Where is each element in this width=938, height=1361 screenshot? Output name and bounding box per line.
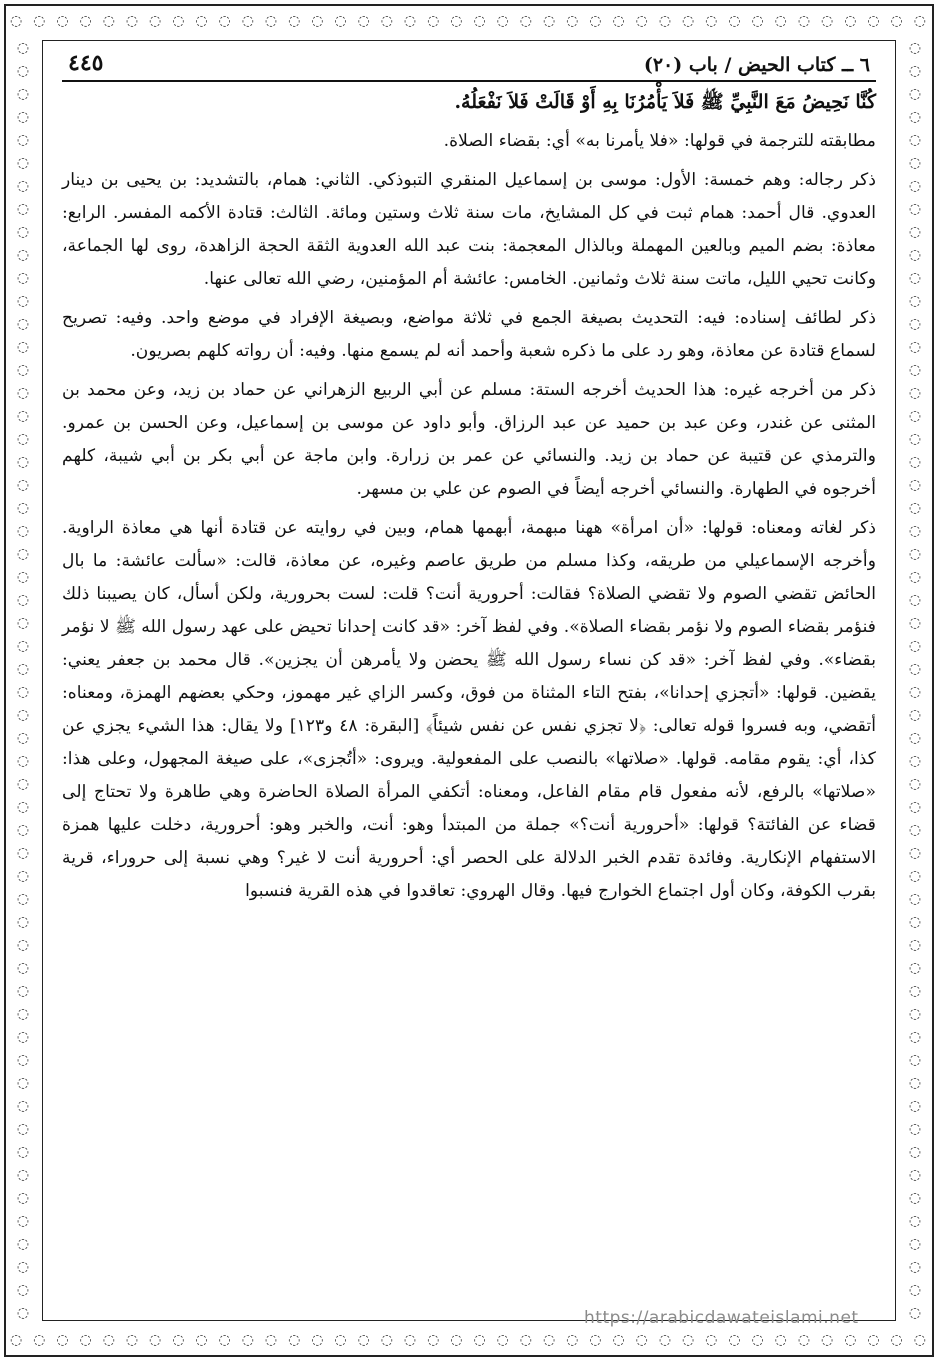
ornament-glyph: ◌	[908, 822, 922, 838]
hadith-text: كُنَّا نَحِيضُ مَعَ النَّبِيِّ ﷺ فَلاَ يَأْمُرُنَا بِهِ أَوْ قَالَتْ فَلاَ نَفْعَلُهُ.	[454, 91, 876, 113]
ornament-glyph: ◌	[612, 13, 627, 29]
ornament-glyph: ◌	[908, 615, 922, 631]
ornament-glyph: ◌	[519, 13, 534, 29]
ornament-glyph: ◌	[16, 1029, 30, 1045]
ornament-glyph: ◌	[16, 523, 30, 539]
ornament-glyph: ◌	[16, 730, 30, 746]
ornament-glyph: ◌	[195, 1332, 210, 1348]
ornament-glyph: ◌	[908, 799, 922, 815]
ornament-glyph: ◌	[16, 1305, 30, 1321]
ornament-glyph: ◌	[908, 960, 922, 976]
ornament-glyph: ◌	[403, 1332, 419, 1348]
ornament-border-bottom	[10, 1327, 928, 1353]
ornament-glyph: ◌	[908, 1121, 922, 1137]
ornament-glyph: ◌	[908, 1052, 922, 1068]
ornament-glyph: ◌	[908, 684, 922, 700]
ornament-glyph: ◌	[16, 776, 30, 792]
ornament-glyph: ◌	[908, 845, 922, 861]
ornament-glyph: ◌	[16, 224, 30, 240]
ornament-glyph: ◌	[16, 638, 30, 654]
ornament-glyph: ◌	[16, 1213, 30, 1229]
ornament-glyph: ◌	[908, 155, 922, 171]
ornament-glyph: ◌	[612, 1332, 627, 1348]
ornament-glyph: ◌	[16, 937, 30, 953]
ornament-glyph: ◌	[908, 178, 922, 194]
ornament-glyph: ◌	[16, 707, 30, 723]
section-other-narrations: ذكر من أخرجه غيره: هذا الحديث أخرجه الستة: مسلم عن أبي الربيع الزهراني عن حماد بن زيد، وعن محمد بن المثنى عن غندر، وعن عبد بن حميد عن عبد الرزاق. وأبو داود عن موسى بن إسماعيل، وعن الحسن بن عمرو. والترمذي عن قتيبة عن حماد بن زيد. والنسائي عن عمر بن زرارة. وابن ماجة عن أبي بكر بن أبي شيبة، كلهم أخرجوه في الطهارة. والنسائي أخرجه أيضاً في الصوم عن علي بن مسهر.	[62, 380, 876, 499]
ornament-glyph: ◌	[908, 868, 922, 884]
ornament-glyph: ◌	[774, 13, 789, 29]
ornament-glyph: ◌	[16, 753, 30, 769]
ornament-glyph: ◌	[844, 1332, 859, 1348]
ornament-glyph: ◌	[908, 523, 922, 539]
ornament-glyph: ◌	[427, 13, 442, 29]
ornament-glyph: ◌	[16, 178, 30, 194]
ornament-glyph: ◌	[728, 13, 743, 29]
ornament-glyph: ◌	[751, 13, 766, 29]
ornament-glyph: ◌	[681, 1332, 697, 1348]
ornament-glyph: ◌	[908, 730, 922, 746]
ornament-glyph: ◌	[16, 270, 30, 286]
ornament-glyph: ◌	[908, 1144, 922, 1160]
page-content	[62, 48, 876, 1301]
ornament-glyph: ◌	[334, 13, 349, 29]
ornament-glyph: ◌	[56, 1332, 71, 1348]
ornament-glyph: ◌	[16, 109, 30, 125]
ornament-glyph: ◌	[79, 1332, 94, 1348]
ornament-glyph: ◌	[908, 546, 922, 562]
page-number: ٤٤٥	[68, 50, 104, 76]
ornament-glyph: ◌	[102, 1332, 117, 1348]
ornament-glyph: ◌	[635, 13, 650, 29]
ornament-glyph: ◌	[566, 13, 581, 29]
ornament-glyph: ◌	[16, 592, 30, 608]
ornament-glyph: ◌	[473, 1332, 488, 1348]
ornament-glyph: ◌	[658, 13, 674, 29]
ornament-glyph: ◌	[16, 960, 30, 976]
ornament-glyph: ◌	[908, 1213, 922, 1229]
ornament-glyph: ◌	[172, 13, 187, 29]
ornament-glyph: ◌	[241, 13, 256, 29]
ornament-glyph: ◌	[16, 1167, 30, 1183]
ornament-glyph: ◌	[16, 1006, 30, 1022]
ornament-glyph: ◌	[10, 13, 25, 29]
ornament-glyph: ◌	[427, 1332, 442, 1348]
ornament-glyph: ◌	[908, 224, 922, 240]
ornament-glyph: ◌	[16, 615, 30, 631]
ornament-glyph: ◌	[908, 592, 922, 608]
ornament-glyph: ◌	[908, 270, 922, 286]
ornament-glyph: ◌	[16, 868, 30, 884]
ornament-glyph: ◌	[311, 1332, 326, 1348]
ornament-glyph: ◌	[473, 13, 488, 29]
ornament-glyph: ◌	[566, 1332, 581, 1348]
ornament-glyph: ◌	[867, 1332, 882, 1348]
ornament-glyph: ◌	[380, 13, 395, 29]
ornament-glyph: ◌	[33, 13, 48, 29]
ornament-glyph: ◌	[16, 569, 30, 585]
ornament-glyph: ◌	[16, 431, 30, 447]
ornament-glyph: ◌	[658, 1332, 674, 1348]
ornament-glyph: ◌	[821, 1332, 836, 1348]
ornament-border-top	[10, 8, 928, 34]
ornament-glyph: ◌	[908, 1006, 922, 1022]
ornament-glyph: ◌	[908, 408, 922, 424]
ornament-glyph: ◌	[311, 13, 326, 29]
ornament-glyph: ◌	[908, 385, 922, 401]
ornament-glyph: ◌	[908, 983, 922, 999]
ornament-glyph: ◌	[519, 1332, 534, 1348]
ornament-glyph: ◌	[16, 500, 30, 516]
ornament-glyph: ◌	[774, 1332, 789, 1348]
section-isnad-subtleties: ذكر لطائف إسناده: فيه: التحديث بصيغة الجمع في ثلاثة مواضع، وبصيغة الإفراد في موضع واحد. وفيه: تصريح لسماع قتادة عن معاذة، وهو رد على ما ذكره شعبة وأحمد أنه لم يسمع منها. وفيه: أن رواته كلهم بصريون.	[62, 308, 876, 361]
ornament-glyph: ◌	[589, 13, 604, 29]
ornament-glyph: ◌	[844, 13, 859, 29]
chapter-match-line: مطابقته للترجمة في قولها: «فلا يأمرنا به» أي: بقضاء الصلاة.	[443, 131, 876, 151]
ornament-glyph: ◌	[334, 1332, 349, 1348]
ornament-glyph: ◌	[195, 13, 210, 29]
ornament-glyph: ◌	[908, 86, 922, 102]
ornament-glyph: ◌	[16, 661, 30, 677]
ornament-glyph: ◌	[16, 1259, 30, 1275]
ornament-glyph: ◌	[16, 1052, 30, 1068]
ornament-glyph: ◌	[172, 1332, 187, 1348]
ornament-glyph: ◌	[16, 316, 30, 332]
ornament-glyph: ◌	[908, 201, 922, 217]
ornament-glyph: ◌	[908, 132, 922, 148]
ornament-glyph: ◌	[16, 684, 30, 700]
ornament-glyph: ◌	[16, 86, 30, 102]
ornament-glyph: ◌	[288, 1332, 303, 1348]
ornament-glyph: ◌	[681, 13, 697, 29]
ornament-glyph: ◌	[79, 13, 94, 29]
ornament-border-right	[900, 40, 930, 1321]
ornament-glyph: ◌	[16, 1190, 30, 1206]
ornament-glyph: ◌	[908, 1098, 922, 1114]
ornament-glyph: ◌	[380, 1332, 395, 1348]
ornament-glyph: ◌	[33, 1332, 48, 1348]
ornament-glyph: ◌	[16, 1098, 30, 1114]
ornament-glyph: ◌	[908, 454, 922, 470]
ornament-glyph: ◌	[908, 891, 922, 907]
ornament-glyph: ◌	[908, 707, 922, 723]
ornament-glyph: ◌	[16, 293, 30, 309]
ornament-glyph: ◌	[16, 891, 30, 907]
ornament-glyph: ◌	[908, 1029, 922, 1045]
ornament-glyph: ◌	[102, 13, 117, 29]
ornament-glyph: ◌	[908, 247, 922, 263]
ornament-glyph: ◌	[16, 155, 30, 171]
ornament-glyph: ◌	[908, 109, 922, 125]
ornament-glyph: ◌	[890, 13, 905, 29]
ornament-glyph: ◌	[797, 1332, 813, 1348]
ornament-glyph: ◌	[16, 799, 30, 815]
ornament-glyph: ◌	[908, 293, 922, 309]
ornament-glyph: ◌	[908, 477, 922, 493]
section-language-meaning: ذكر لغاته ومعناه: قولها: «أن امرأة» ههنا مبهمة، أبهمها همام، وبين في روايته عن قتادة أنها هي معاذة الراوية. وأخرجه الإسماعيلي من طريقه، وكذا مسلم من طريق عاصم وغيره، عن معاذة، قالت: «سألت عائشة: ما بال الحائض تقضي الصوم ولا تقضي الصلاة؟ فقالت: أحرورية أنت؟ قلت: لست بحرورية، ولكن أسأل، كان يصيبنا ذلك فنؤمر بقضاء الصوم ولا نؤمر بقضاء الصلاة». وفي لفظ آخر: «قد كانت إحدانا تحيض على عهد رسول الله ﷺ لا نؤمر بقضاء». وفي لفظ آخر: «قد كن نساء رسول الله ﷺ يحضن ولا يأمرهن أن يجزين». قال محمد بن جعفر يعني: يقضين. قولها: «أتجزي إحدانا»، بفتح التاء المثناة من فوق، وكسر الزاي غير مهموز، وحكي بعضهم الهمزة، ومعناه: أتقضي، وبه فسروا قوله تعالى: ﴿لا تجزي نفس عن نفس شيئاً﴾ [البقرة: ٤٨ و١٢٣] ولا يقال: هذا الشيء يجزي عن كذا، أي: يقوم مقامه. قولها. «صلاتها» بالنصب على المفعولية. ويروى: «أتُجزى»، على صيغة المجهول، وعلى هذا: «صلاتها» بالرفع، لأنه مفعول قام مقام الفاعل، ومعناه: أتكفي المرأة الصلاة الحاضرة وهي طاهرة ولا تحتاج إلى قضاء عن الفائتة؟ قولها: «أحرورية أنت؟» جملة من المبتدأ وهو: أنت، والخبر وهو: أحرورية، دخلت عليها همزة الاستفهام الإنكارية. وفائدة تقدم الخبر الدلالة على الحصر أي: أحرورية أنت لا غير؟ وهي نسبة إلى حروراء، قرية بقرب الكوفة، وكان أول اجتماع الخوارج فيها. وقال الهروي: تعاقدوا في هذه القرية فنسبوا	[62, 518, 876, 901]
ornament-glyph: ◌	[751, 1332, 766, 1348]
ornament-glyph: ◌	[908, 1259, 922, 1275]
ornament-glyph: ◌	[16, 201, 30, 217]
ornament-glyph: ◌	[16, 247, 30, 263]
ornament-glyph: ◌	[16, 1121, 30, 1137]
ornament-glyph: ◌	[908, 500, 922, 516]
ornament-glyph: ◌	[635, 1332, 650, 1348]
ornament-glyph: ◌	[542, 13, 558, 29]
site-watermark: https://arabicdawateislami.net	[584, 1308, 859, 1328]
ornament-glyph: ◌	[16, 385, 30, 401]
ornament-glyph: ◌	[705, 13, 720, 29]
ornament-glyph: ◌	[908, 316, 922, 332]
ornament-glyph: ◌	[16, 339, 30, 355]
ornament-glyph: ◌	[16, 477, 30, 493]
ornament-glyph: ◌	[16, 983, 30, 999]
ornament-glyph: ◌	[16, 362, 30, 378]
ornament-glyph: ◌	[16, 1075, 30, 1091]
ornament-glyph: ◌	[908, 40, 922, 56]
ornament-glyph: ◌	[16, 845, 30, 861]
ornament-glyph: ◌	[10, 1332, 25, 1348]
ornament-glyph: ◌	[908, 569, 922, 585]
ornament-glyph: ◌	[450, 1332, 465, 1348]
ornament-glyph: ◌	[16, 40, 30, 56]
ornament-glyph: ◌	[728, 1332, 743, 1348]
ornament-glyph: ◌	[908, 1190, 922, 1206]
ornament-glyph: ◌	[908, 914, 922, 930]
ornament-glyph: ◌	[589, 1332, 604, 1348]
ornament-glyph: ◌	[908, 1075, 922, 1091]
ornament-glyph: ◌	[16, 454, 30, 470]
ornament-glyph: ◌	[542, 1332, 558, 1348]
ornament-glyph: ◌	[125, 13, 141, 29]
running-header	[62, 48, 876, 82]
ornament-glyph: ◌	[705, 1332, 720, 1348]
ornament-glyph: ◌	[908, 431, 922, 447]
ornament-glyph: ◌	[450, 13, 465, 29]
ornament-glyph: ◌	[218, 13, 233, 29]
ornament-glyph: ◌	[241, 1332, 256, 1348]
ornament-glyph: ◌	[908, 1282, 922, 1298]
ornament-glyph: ◌	[908, 1305, 922, 1321]
ornament-glyph: ◌	[149, 13, 164, 29]
ornament-glyph: ◌	[496, 1332, 511, 1348]
section-narrators: ذكر رجاله: وهم خمسة: الأول: موسى بن إسماعيل المنقري التبوذكي. الثاني: همام، بالتشديد: بن يحيى بن دينار العدوي. قال أحمد: همام ثبت في كل المشايخ، مات سنة ثلاث وستين ومائة. الثالث: قتادة الأكمه المفسر. الرابع: معاذة: بضم الميم وبالعين المهملة وبالذال المعجمة: بنت عبد الله العدوية الثقة الحجة الزاهدة، روى لها الجماعة، وكانت تحيي الليل، ماتت سنة ثلاث وثمانين. الخامس: عائشة أم المؤمنين، رضي الله تعالى عنها.	[62, 170, 876, 289]
ornament-glyph: ◌	[908, 937, 922, 953]
ornament-glyph: ◌	[16, 546, 30, 562]
ornament-glyph: ◌	[797, 13, 813, 29]
ornament-glyph: ◌	[149, 1332, 164, 1348]
ornament-glyph: ◌	[264, 13, 280, 29]
ornament-glyph: ◌	[890, 1332, 905, 1348]
ornament-border-left	[8, 40, 38, 1321]
ornament-glyph: ◌	[908, 753, 922, 769]
ornament-glyph: ◌	[908, 1167, 922, 1183]
ornament-glyph: ◌	[908, 63, 922, 79]
ornament-glyph: ◌	[357, 13, 372, 29]
header-title: ٦ ــ كتاب الحيض / باب (٢٠)	[643, 54, 870, 76]
ornament-glyph: ◌	[16, 914, 30, 930]
ornament-glyph: ◌	[908, 638, 922, 654]
ornament-glyph: ◌	[867, 13, 882, 29]
ornament-glyph: ◌	[288, 13, 303, 29]
ornament-glyph: ◌	[16, 132, 30, 148]
ornament-glyph: ◌	[908, 776, 922, 792]
ornament-glyph: ◌	[908, 661, 922, 677]
ornament-glyph: ◌	[403, 13, 419, 29]
ornament-glyph: ◌	[908, 1236, 922, 1252]
ornament-glyph: ◌	[16, 1144, 30, 1160]
ornament-glyph: ◌	[496, 13, 511, 29]
ornament-glyph: ◌	[16, 1236, 30, 1252]
ornament-glyph: ◌	[908, 362, 922, 378]
ornament-glyph: ◌	[16, 1282, 30, 1298]
ornament-glyph: ◌	[913, 1332, 928, 1348]
ornament-glyph: ◌	[264, 1332, 280, 1348]
ornament-glyph: ◌	[125, 1332, 141, 1348]
ornament-glyph: ◌	[56, 13, 71, 29]
ornament-glyph: ◌	[913, 13, 928, 29]
ornament-glyph: ◌	[908, 339, 922, 355]
ornament-glyph: ◌	[357, 1332, 372, 1348]
ornament-glyph: ◌	[821, 13, 836, 29]
ornament-glyph: ◌	[16, 822, 30, 838]
ornament-glyph: ◌	[16, 408, 30, 424]
ornament-glyph: ◌	[218, 1332, 233, 1348]
ornament-glyph: ◌	[16, 63, 30, 79]
